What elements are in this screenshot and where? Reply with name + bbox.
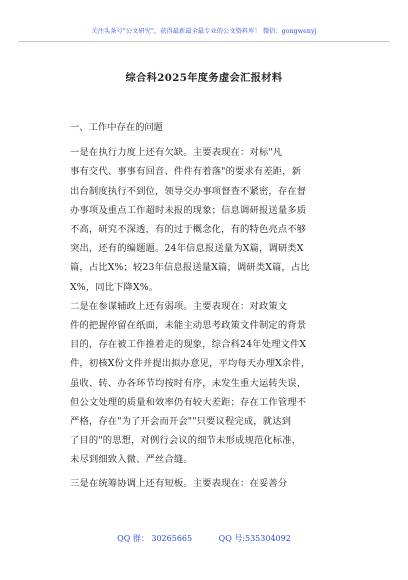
document-body: [70, 118, 350, 493]
paragraph-line: 突出，还有的编题题。24年信息报送量为X篇，调研类X: [70, 243, 304, 255]
footer-qq-number: QQ 号:535304092: [218, 534, 291, 543]
paragraph-line: 件的把握停留在纸面，未能主动思考政策文件制定的背景: [70, 320, 307, 332]
section-heading: 一、工作中存在的问题: [70, 122, 163, 133]
paragraph-1: [70, 143, 350, 297]
paragraph-line: 三是在统筹协调上还有短板。主要表现在：在妥善分: [70, 477, 288, 489]
footer-qq-group: QQ 群： 30265665: [117, 534, 193, 543]
paragraph-line: 了目的"的思想，对例行会议的细节未形成规范化标准，: [70, 435, 302, 447]
paragraph-2: [70, 297, 350, 470]
paragraph-3: [70, 474, 350, 493]
header-divider: [18, 41, 390, 42]
paragraph-line: 二是在参谋辅政上还有弱项。主要表现在：对政策文: [70, 300, 288, 312]
paragraph-line: 未尽到细致入微、严丝合缝。: [70, 454, 193, 466]
header-banner: 关注头条号"公文研究"，获得最新最全最专业的公文资料库！ 微信：gongwenyj: [91, 28, 317, 35]
paragraph-line: 件，初核X份文件并提出拟办意见，平均每天办理X余件，: [70, 358, 311, 370]
paragraph-line: 一是在执行力度上还有欠缺。主要表现在：对标"凡: [70, 147, 283, 159]
paragraph-line: 目的，存在被工作推着走的现象，综合科24年处理文件X: [70, 339, 307, 351]
paragraph-line: 严格，存在"为了开会而开会""只要议程完成，就达到: [70, 416, 292, 428]
paragraph-line: 不高，研究不深透，有的过于概念化，有的特色亮点不够: [70, 224, 307, 236]
paragraph-line: 但公文处理的质量和效率仍有较大差距；存在工作管理不: [70, 396, 307, 408]
paragraph-line: 出台制度执行不到位，领导交办事项督查不紧密，存在督: [70, 185, 307, 197]
paragraph-line: 虽收、转、办各环节均按时有序，未发生重大运转失误，: [70, 377, 307, 389]
paragraph-line: 篇，占比X%；较23年信息报送量X篇，调研类X篇，占比: [70, 262, 310, 274]
footer-contact: [0, 533, 408, 544]
document-title: 综合科2025年度务虚会汇报材料: [125, 72, 283, 84]
paragraph-line: 办事项及重点工作超时未报的现象；信息调研报送量多质: [70, 204, 307, 216]
paragraph-line: 事有交代、事事有回音、件件有着落"的要求有差距，新: [70, 166, 302, 178]
paragraph-line: X%，同比下降X%。: [70, 281, 159, 293]
